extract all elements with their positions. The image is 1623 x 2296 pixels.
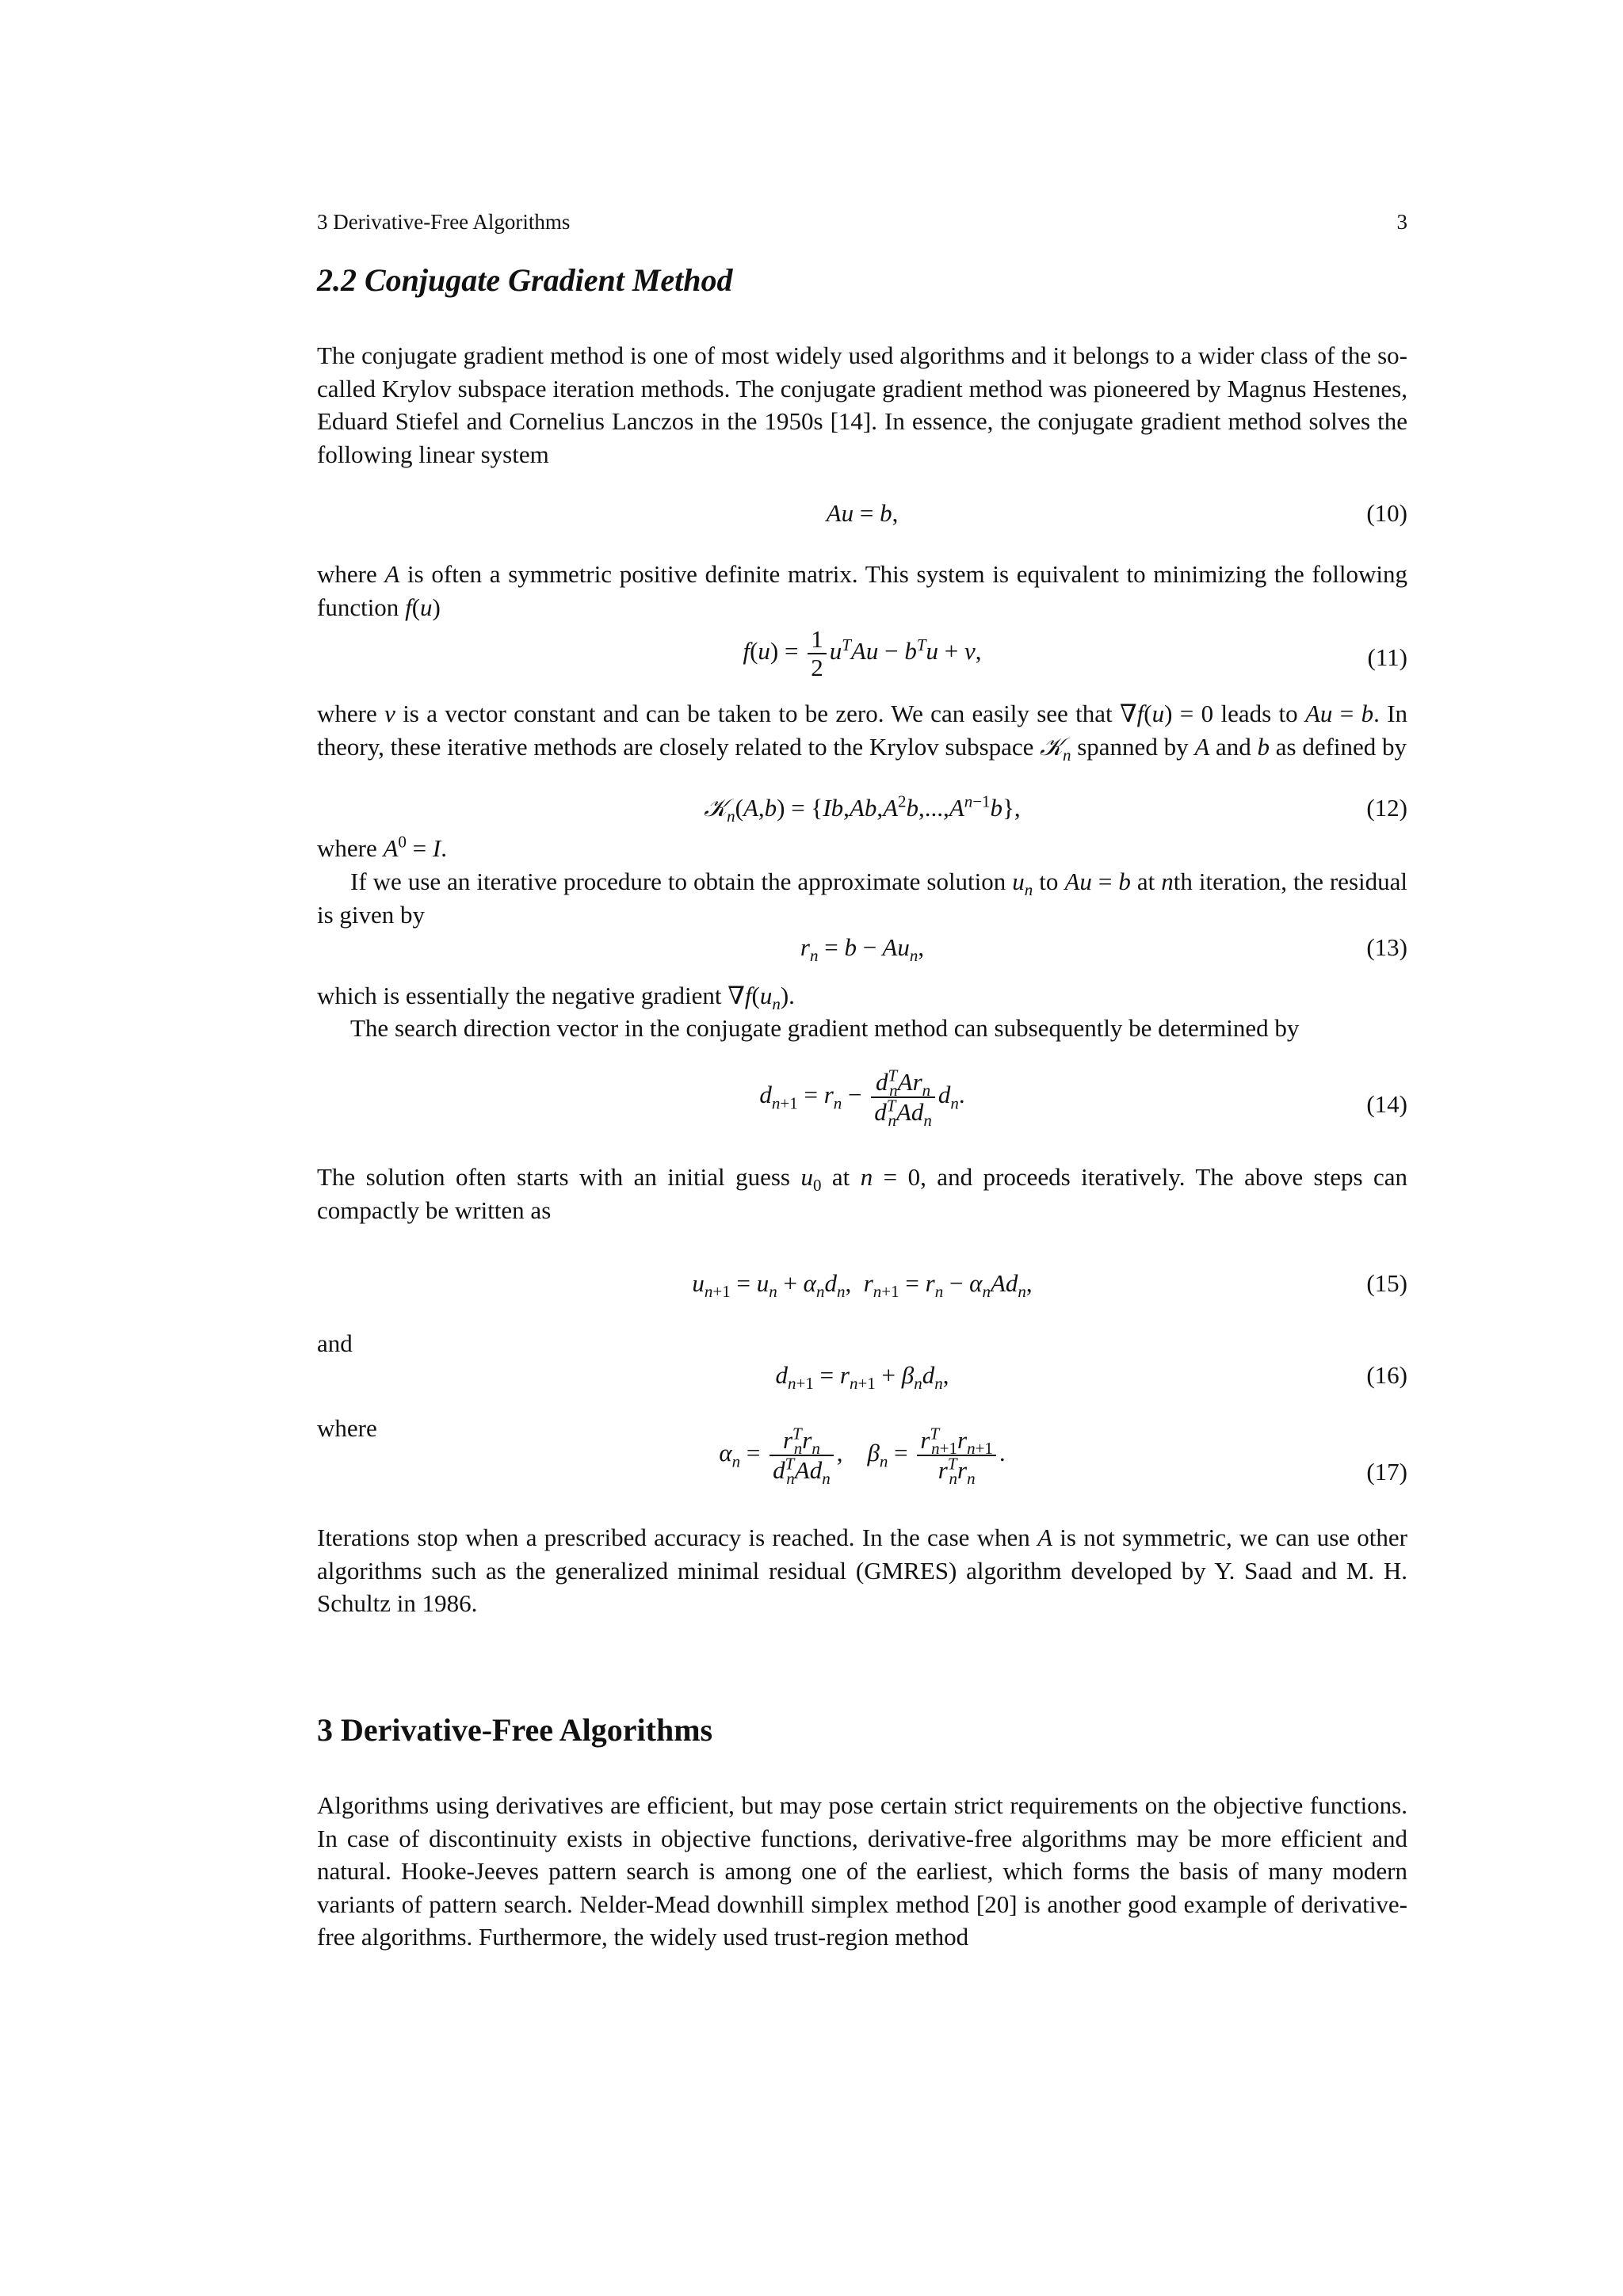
running-head [317, 208, 1407, 236]
paragraph-iterations-stop: Iterations stop when a prescribed accuracy is reached. In the case when A is not symmetric, we can use other algorithms such as the generalized minimal residual (GMRES) algorithm developed by Y. Saad and M. H. Schultz in 1986. [317, 1524, 1407, 1617]
running-head-title: 3 Derivative-Free Algorithms [317, 210, 571, 234]
paragraph-and: and [317, 1329, 353, 1357]
page-number: 3 [1396, 210, 1407, 234]
section-title-2-2: 2.2 Conjugate Gradient Method [317, 262, 733, 298]
equation-12-number: (12) [1366, 794, 1407, 822]
paragraph-intro: The conjugate gradient method is one of most widely used algorithms and it belongs to a wider class of the so-called Krylov subspace iteration methods. The conjugate gradient method was pioneered by Magnus Hestenes, Eduard Stiefel and Cornelius Lanczos in the 1950s [14]. In essence, the conjugate gradient method solves the following linear system [317, 341, 1407, 468]
equation-17 [317, 1426, 1407, 1497]
section-title-3: 3 Derivative-Free Algorithms [317, 1712, 713, 1748]
equation-12-body: 𝒦$_n$(A,b) = $\{Ib,Ab,A^2b,...,A^{n-1}b\}$, [704, 791, 1021, 826]
equation-11-number: (11) [1367, 643, 1407, 671]
equation-15 [317, 1268, 1407, 1315]
equation-11-body: f(u) = $\frac{1}{2}$ $u^TAu - b^Tu + v$, [743, 625, 982, 681]
equation-10-body: Au = b, [826, 499, 899, 527]
paragraph-symmetric: where A is often a symmetric positive definite matrix. This system is equivalent to minimizing the following function f(u) [317, 560, 1407, 621]
equation-14 [317, 1068, 1407, 1139]
paragraph-search-direction: The search direction vector in the conjugate gradient method can subsequently be determined by [350, 1014, 1300, 1042]
equation-17-body: $\alpha_n$ = $\frac{r^T_nr_n}{d^T_nAd_n}$ , $\beta_n$ = $\frac{r^T_{n+1}r_{n+1}}{r^T_nr_n}$ . [719, 1424, 1006, 1489]
equation-15-number: (15) [1366, 1269, 1407, 1297]
equation-16-number: (16) [1366, 1361, 1407, 1389]
paragraph-negative-gradient: which is essentially the negative gradient $\nabla f(u_n)$. [317, 982, 795, 1014]
equation-11 [317, 626, 1407, 689]
paragraph-gradient: where v is a vector constant and can be taken to be zero. We can easily see that ∇f(u) = 0 leads to Au = b. In theory, these iterative methods are closely related to the Krylov subspace 𝒦$_n$ spanned by A and b as defined by [317, 700, 1408, 765]
paragraph-solution: The solution often starts with an initial guess $u_0$ at n = 0, and proceeds iteratively. The above steps can compactly be written as [317, 1163, 1408, 1224]
equation-16-body: $d_{n+1} = r_{n+1} + \beta_nd_n$, [775, 1361, 949, 1394]
equation-17-number: (17) [1366, 1458, 1407, 1486]
equation-13 [317, 932, 1407, 979]
equation-13-body: $r_n = b - Au_n$, [800, 933, 925, 966]
equation-14-number: (14) [1366, 1090, 1407, 1118]
paragraph-where-a0: where $A^0 = I$. [317, 832, 447, 862]
equation-13-number: (13) [1366, 933, 1407, 961]
equation-16 [317, 1360, 1407, 1407]
paragraph-where: where [317, 1414, 377, 1442]
equation-14-body: $d_{n+1} = r_n$ − $\frac{d^T_nAr_n}{d^T_nAd_n}$ $d_n$. [759, 1066, 965, 1131]
paragraph-derivative-free: Algorithms using derivatives are efficient, but may pose certain strict requirements on the objective functions. In case of discontinuity exists in objective functions, derivative-free algorithms may be more efficient and natural. Hooke-Jeeves pattern search is among one of the earliest, which forms the basis of many modern variants of pattern search. Nelder-Mead downhill simplex method [20] is another good example of derivative-free algorithms. Furthermore, the widely used trust-region method [317, 1791, 1407, 1951]
paragraph-iterative: If we use an iterative procedure to obtain the approximate solution $u_n$ to Au = b at nth iteration, the residual is given by [317, 868, 1407, 929]
equation-10 [317, 498, 1407, 545]
equation-15-body: $u_{n+1} = u_n + \alpha_nd_n$, $r_{n+1} = r_n - \alpha_nAd_n$, [692, 1269, 1033, 1302]
equation-10-number: (10) [1366, 499, 1407, 527]
